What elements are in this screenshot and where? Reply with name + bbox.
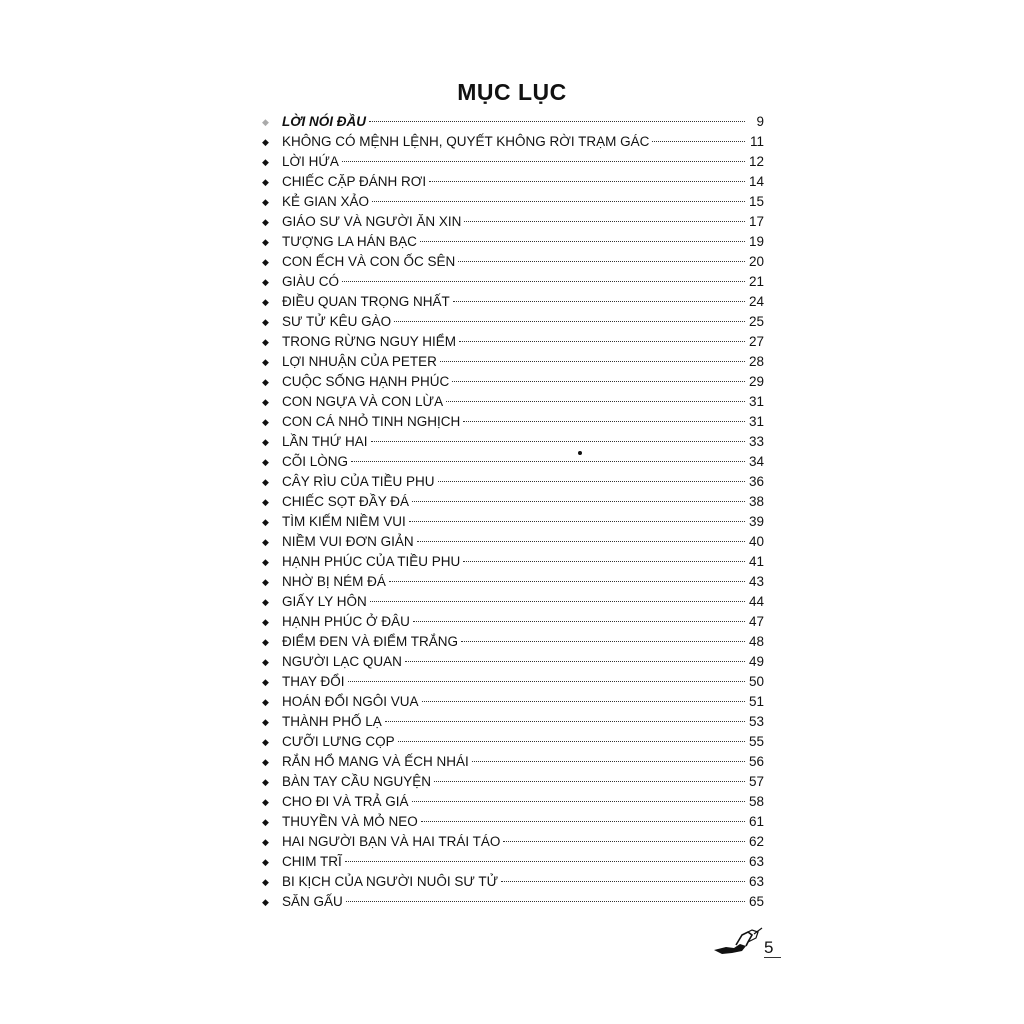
- toc-entry-title: CHIẾC CẶP ĐÁNH RƠI: [282, 174, 427, 189]
- toc-entry-page: 28: [748, 354, 764, 369]
- toc-entry-page: 49: [748, 654, 764, 669]
- toc-entry-title: LỜI NÓI ĐẦU: [282, 114, 367, 129]
- toc-entry-title: SƯ TỬ KÊU GÀO: [282, 314, 392, 329]
- diamond-bullet-icon: ◆: [262, 417, 269, 427]
- dot-leader: [405, 661, 745, 662]
- toc-entry: [262, 212, 764, 232]
- toc-entry-title: CHO ĐI VÀ TRẢ GIÁ: [282, 794, 409, 809]
- toc-entry: [262, 332, 764, 352]
- page-title: MỤC LỤC: [457, 79, 567, 106]
- toc-entry: [262, 352, 764, 372]
- diamond-bullet-icon: ◆: [262, 137, 269, 147]
- toc-entry: [262, 892, 764, 912]
- toc-entry-title: LỢI NHUẬN CỦA PETER: [282, 354, 437, 369]
- diamond-bullet-icon: ◆: [262, 837, 269, 847]
- diamond-bullet-icon: ◆: [262, 597, 269, 607]
- toc-entry-title: CHIẾC SỌT ĐẦY ĐÁ: [282, 494, 410, 509]
- dot-leader: [346, 901, 745, 902]
- toc-entry-page: 14: [748, 174, 764, 189]
- dot-leader: [385, 721, 745, 722]
- dot-leader: [472, 761, 745, 762]
- toc-entry: [262, 252, 764, 272]
- toc-entry: [262, 832, 764, 852]
- diamond-bullet-icon: ◆: [262, 617, 269, 627]
- toc-entry-title: BI KỊCH CỦA NGƯỜI NUÔI SƯ TỬ: [282, 874, 499, 889]
- diamond-bullet-icon: ◆: [262, 517, 269, 527]
- toc-entry: [262, 612, 764, 632]
- toc-entry-title: NIỀM VUI ĐƠN GIẢN: [282, 534, 414, 549]
- toc-entry-page: 63: [748, 874, 764, 889]
- dot-leader: [351, 461, 745, 462]
- toc-entry-title: HẠNH PHÚC Ở ĐÂU: [282, 614, 410, 629]
- toc-entry-title: NGƯỜI LẠC QUAN: [282, 654, 402, 669]
- toc-entry-title: GIẤY LY HÔN: [282, 594, 367, 609]
- toc-entry: [262, 232, 764, 252]
- dot-leader: [369, 121, 745, 122]
- toc-entry: [262, 412, 764, 432]
- toc-entry: [262, 172, 764, 192]
- diamond-bullet-icon: ◆: [262, 277, 269, 287]
- toc-entry-page: 50: [748, 674, 764, 689]
- page-footer: [712, 926, 781, 958]
- dot-leader: [459, 341, 745, 342]
- diamond-bullet-icon: ◆: [262, 697, 269, 707]
- toc-entry: [262, 632, 764, 652]
- toc-entry-page: 51: [748, 694, 764, 709]
- diamond-bullet-icon: ◆: [262, 657, 269, 667]
- dot-leader: [464, 221, 745, 222]
- toc-entry-page: 31: [748, 394, 764, 409]
- toc-entry-page: 19: [748, 234, 764, 249]
- toc-entry-page: 43: [748, 574, 764, 589]
- diamond-bullet-icon: ◆: [262, 577, 269, 587]
- toc-entry: [262, 192, 764, 212]
- toc-entry: [262, 112, 764, 132]
- diamond-bullet-icon: ◆: [262, 317, 269, 327]
- toc-entry-title: GIÁO SƯ VÀ NGƯỜI ĂN XIN: [282, 214, 462, 229]
- dot-leader: [440, 361, 745, 362]
- diamond-bullet-icon: ◆: [262, 217, 269, 227]
- toc-entry-page: 40: [748, 534, 764, 549]
- toc-entry-title: CON CÁ NHỎ TINH NGHỊCH: [282, 414, 461, 429]
- dot-leader: [409, 521, 745, 522]
- diamond-bullet-icon: ◆: [262, 477, 269, 487]
- toc-entry-page: 29: [748, 374, 764, 389]
- toc-entry-page: 44: [748, 594, 764, 609]
- toc-entry: [262, 492, 764, 512]
- toc-entry-title: HOÁN ĐỔI NGÔI VUA: [282, 694, 419, 709]
- toc-entry: [262, 732, 764, 752]
- toc-entry: [262, 392, 764, 412]
- dot-leader: [434, 781, 745, 782]
- toc-entry-title: THAY ĐỔI: [282, 674, 345, 689]
- toc-entry-title: LẦN THỨ HAI: [282, 434, 368, 449]
- dot-leader: [412, 801, 745, 802]
- diamond-bullet-icon: ◆: [262, 437, 269, 447]
- toc-entry: [262, 452, 764, 472]
- footer-page-number: 5: [764, 939, 781, 958]
- toc-entry-title: LỜI HỨA: [282, 154, 339, 169]
- dot-leader: [371, 441, 745, 442]
- toc-entry: [262, 272, 764, 292]
- toc-entry-title: HAI NGƯỜI BẠN VÀ HAI TRÁI TÁO: [282, 834, 501, 849]
- toc-entry: [262, 512, 764, 532]
- diamond-bullet-icon: ◆: [262, 637, 269, 647]
- toc-entry-title: SĂN GẤU: [282, 894, 343, 909]
- toc-entry-title: KẺ GIAN XẢO: [282, 194, 370, 209]
- dot-leader: [345, 861, 745, 862]
- diamond-bullet-icon: ◆: [262, 797, 269, 807]
- diamond-bullet-icon: ◆: [262, 677, 269, 687]
- toc-entry: [262, 572, 764, 592]
- toc-entry-page: 62: [748, 834, 764, 849]
- toc-entry-page: 57: [748, 774, 764, 789]
- diamond-bullet-icon: ◆: [262, 777, 269, 787]
- dot-leader: [429, 181, 745, 182]
- dot-leader: [438, 481, 745, 482]
- dot-leader: [394, 321, 745, 322]
- toc-entry-title: CƯỠI LƯNG CỌP: [282, 734, 395, 749]
- toc-entry-page: 36: [748, 474, 764, 489]
- toc-entry: [262, 432, 764, 452]
- toc-entry-title: BÀN TAY CẦU NGUYỆN: [282, 774, 432, 789]
- diamond-bullet-icon: ◆: [262, 897, 269, 907]
- toc-entry-title: CUỘC SỐNG HẠNH PHÚC: [282, 374, 450, 389]
- diamond-bullet-icon: ◆: [262, 397, 269, 407]
- toc-entry: [262, 292, 764, 312]
- toc-entry-title: CÕI LÒNG: [282, 454, 349, 469]
- toc-entry: [262, 812, 764, 832]
- toc-entry-page: 34: [748, 454, 764, 469]
- toc-entry: [262, 792, 764, 812]
- diamond-bullet-icon: ◆: [262, 817, 269, 827]
- diamond-bullet-icon: ◆: [262, 857, 269, 867]
- toc-entry: [262, 532, 764, 552]
- toc-entry-title: NHỜ BỊ NÉM ĐÁ: [282, 574, 386, 589]
- toc-entry-title: TRONG RỪNG NGUY HIỂM: [282, 334, 457, 349]
- toc-entry-title: ĐIỂM ĐEN VÀ ĐIỂM TRẮNG: [282, 634, 459, 649]
- diamond-bullet-icon: ◆: [262, 717, 269, 727]
- toc-entry-page: 25: [748, 314, 764, 329]
- toc-entry: [262, 692, 764, 712]
- dot-leader: [389, 581, 745, 582]
- print-speck: [578, 451, 582, 455]
- toc-entry-page: 63: [748, 854, 764, 869]
- dot-leader: [501, 881, 745, 882]
- toc-entry-title: CHIM TRĨ: [282, 854, 342, 869]
- toc-entry-title: TÌM KIẾM NIỀM VUI: [282, 514, 406, 529]
- dot-leader: [446, 401, 745, 402]
- diamond-bullet-icon: ◆: [262, 737, 269, 747]
- toc-entry-page: 55: [748, 734, 764, 749]
- toc-entry-page: 39: [748, 514, 764, 529]
- dot-leader: [372, 201, 745, 202]
- toc-entry: [262, 372, 764, 392]
- toc-entry-page: 11: [749, 134, 764, 149]
- dot-leader: [458, 261, 745, 262]
- toc-entry: [262, 152, 764, 172]
- dot-leader: [453, 301, 745, 302]
- toc-entry-page: 20: [748, 254, 764, 269]
- dot-leader: [463, 561, 745, 562]
- diamond-bullet-icon: ◆: [262, 257, 269, 267]
- diamond-bullet-icon: ◆: [262, 197, 269, 207]
- toc-entry: [262, 312, 764, 332]
- dot-leader: [452, 381, 745, 382]
- diamond-bullet-icon: ◆: [262, 177, 269, 187]
- diamond-bullet-icon: ◆: [262, 877, 269, 887]
- diamond-bullet-icon: ◆: [262, 117, 269, 127]
- diamond-bullet-icon: ◆: [262, 357, 269, 367]
- diamond-bullet-icon: ◆: [262, 497, 269, 507]
- toc-entry-page: 24: [748, 294, 764, 309]
- diamond-bullet-icon: ◆: [262, 337, 269, 347]
- toc-entry-title: CÂY RÌU CỦA TIỀU PHU: [282, 474, 435, 489]
- diamond-bullet-icon: ◆: [262, 297, 269, 307]
- toc-entry: [262, 132, 764, 152]
- dot-leader: [463, 421, 745, 422]
- toc-entry-page: 53: [748, 714, 764, 729]
- dot-leader: [398, 741, 745, 742]
- toc-entry-title: KHÔNG CÓ MỆNH LỆNH, QUYẾT KHÔNG RỜI TRẠM GÁC: [282, 134, 650, 149]
- toc-entry-page: 65: [748, 894, 764, 909]
- dot-leader: [421, 821, 745, 822]
- diamond-bullet-icon: ◆: [262, 457, 269, 467]
- toc-entry-title: HẠNH PHÚC CỦA TIỀU PHU: [282, 554, 461, 569]
- toc-entry: [262, 872, 764, 892]
- toc-entry-page: 48: [748, 634, 764, 649]
- toc-entry-title: RẮN HỔ MANG VÀ ẾCH NHÁI: [282, 754, 469, 769]
- dot-leader: [420, 241, 745, 242]
- toc-entry-page: 38: [748, 494, 764, 509]
- dot-leader: [412, 501, 745, 502]
- toc-entry-title: ĐIỀU QUAN TRỌNG NHẤT: [282, 294, 450, 309]
- toc-entry: [262, 752, 764, 772]
- toc-entry: [262, 772, 764, 792]
- diamond-bullet-icon: ◆: [262, 237, 269, 247]
- toc-entry-page: 27: [748, 334, 764, 349]
- dot-leader: [413, 621, 745, 622]
- toc-entry: [262, 712, 764, 732]
- toc-entry: [262, 552, 764, 572]
- dot-leader: [342, 161, 745, 162]
- toc-entry-page: 33: [748, 434, 764, 449]
- toc-entry-page: 31: [748, 414, 764, 429]
- toc-entry: [262, 472, 764, 492]
- toc-entry-title: TƯỢNG LA HÁN BẠC: [282, 234, 417, 249]
- diamond-bullet-icon: ◆: [262, 557, 269, 567]
- dot-leader: [417, 541, 745, 542]
- toc-entry: [262, 592, 764, 612]
- diamond-bullet-icon: ◆: [262, 537, 269, 547]
- diamond-bullet-icon: ◆: [262, 377, 269, 387]
- toc-entry-page: 56: [748, 754, 764, 769]
- toc-entry-title: CON ẾCH VÀ CON ỐC SÊN: [282, 254, 456, 269]
- toc-entry-page: 41: [748, 554, 764, 569]
- table-of-contents: [262, 112, 764, 912]
- toc-entry-page: 21: [748, 274, 764, 289]
- dot-leader: [652, 141, 745, 142]
- toc-entry-page: 61: [748, 814, 764, 829]
- writing-hand-icon: [712, 926, 768, 958]
- toc-entry-title: CON NGỰA VÀ CON LỪA: [282, 394, 444, 409]
- toc-entry-title: GIÀU CÓ: [282, 274, 340, 289]
- dot-leader: [342, 281, 745, 282]
- dot-leader: [348, 681, 745, 682]
- dot-leader: [422, 701, 745, 702]
- toc-entry-page: 12: [748, 154, 764, 169]
- dot-leader: [370, 601, 745, 602]
- diamond-bullet-icon: ◆: [262, 157, 269, 167]
- toc-entry-page: 47: [748, 614, 764, 629]
- toc-entry: [262, 852, 764, 872]
- toc-entry-page: 9: [756, 114, 764, 129]
- toc-entry-title: THÀNH PHỐ LẠ: [282, 714, 382, 729]
- toc-entry: [262, 652, 764, 672]
- dot-leader: [461, 641, 745, 642]
- dot-leader: [503, 841, 745, 842]
- toc-entry-page: 17: [748, 214, 764, 229]
- toc-entry-page: 58: [748, 794, 764, 809]
- diamond-bullet-icon: ◆: [262, 757, 269, 767]
- toc-entry: [262, 672, 764, 692]
- toc-entry-page: 15: [748, 194, 764, 209]
- toc-entry-title: THUYỀN VÀ MỎ NEO: [282, 814, 418, 829]
